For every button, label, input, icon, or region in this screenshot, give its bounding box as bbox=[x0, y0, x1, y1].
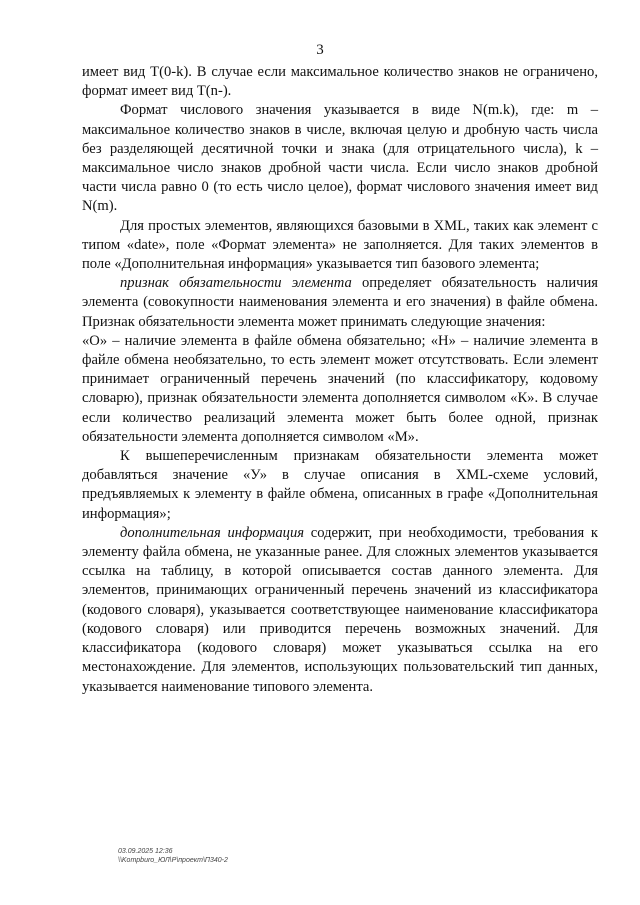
paragraph-text: «О» – наличие элемента в файле обмена обязательно; «Н» – наличие элемента в файле обмена необязательно, то есть элемент может отсутствовать. Если элемент принимает ограниченный перечень значений (по классификатору, кодовому словарю), признак обязательности элемента дополняется символом «К». В случае если количество реализаций элемента может быть более одной, признак обязательности элемента дополняется символом «М». bbox=[82, 332, 598, 445]
paragraph-4 bbox=[82, 274, 598, 332]
paragraph-text: имеет вид T(0-k). В случае если максимальное количество знаков не ограничено, формат имеет вид T(n-). bbox=[82, 64, 598, 100]
paragraph-1 bbox=[82, 63, 598, 101]
paragraph-text: содержит, при необходимости, требования к элементу файла обмена, не указанные ранее. Для сложных элементов указывается ссылка на таблицу, в которой описывается состав данного элемента. Для элементов, принимающих ограниченный перечень значений из классификатора (кодового словаря), указывается соответствующее наименование классификатора (кодового словаря) или приводится перечень возможных значений. Для классификатора (кодового словаря) может указываться ссылка на его местонахождение. Для элементов, использующих пользовательский тип данных, указывается наименование типового элемента. bbox=[82, 524, 598, 695]
paragraph-text: К вышеперечисленным признакам обязательности элемента может добавляться значение «У» в случае описания в XML-схеме условий, предъявляемых к элементу в файле обмена, описанных в графе «Дополнительная информация»; bbox=[82, 448, 598, 522]
document-body bbox=[82, 63, 598, 697]
footer-file-path: \\Kompburo_ЮЛ\Р\проект\П340-2 bbox=[118, 857, 228, 864]
paragraph-text: Формат числового значения указывается в виде N(m.k), где: m – максимальное количество знаков в числе, включая целую и дробную часть числа без разделяющей десятичной точки и знака (для отрицательного числа), k – максимальное число знаков дробной части числа. Если число знаков дробной части числа равно 0 (то есть число целое), формат числового значения имеет вид N(m). bbox=[82, 102, 598, 215]
paragraph-3 bbox=[82, 217, 598, 275]
term-italic: признак обязательности элемента bbox=[120, 275, 352, 292]
paragraph-5 bbox=[82, 332, 598, 447]
page-number: 3 bbox=[316, 42, 324, 58]
paragraph-text: определяет обязательность наличия элемента (совокупности наименования элемента и его значения) в файле обмена. Признак обязательности элемента может принимать следующие значения: bbox=[82, 275, 598, 330]
footer-timestamp: 03.09.2025 12:36 bbox=[118, 848, 173, 855]
paragraph-text: Для простых элементов, являющихся базовыми в XML, таких как элемент с типом «date», поле «Формат элемента» не заполняется. Для таких элементов в поле «Дополнительная информация» указывается тип базового элемента; bbox=[82, 217, 598, 273]
paragraph-6 bbox=[82, 447, 598, 524]
term-italic: дополнительная информация bbox=[120, 524, 305, 541]
paragraph-7 bbox=[82, 524, 598, 697]
paragraph-2 bbox=[82, 101, 598, 216]
print-footer bbox=[118, 847, 228, 865]
